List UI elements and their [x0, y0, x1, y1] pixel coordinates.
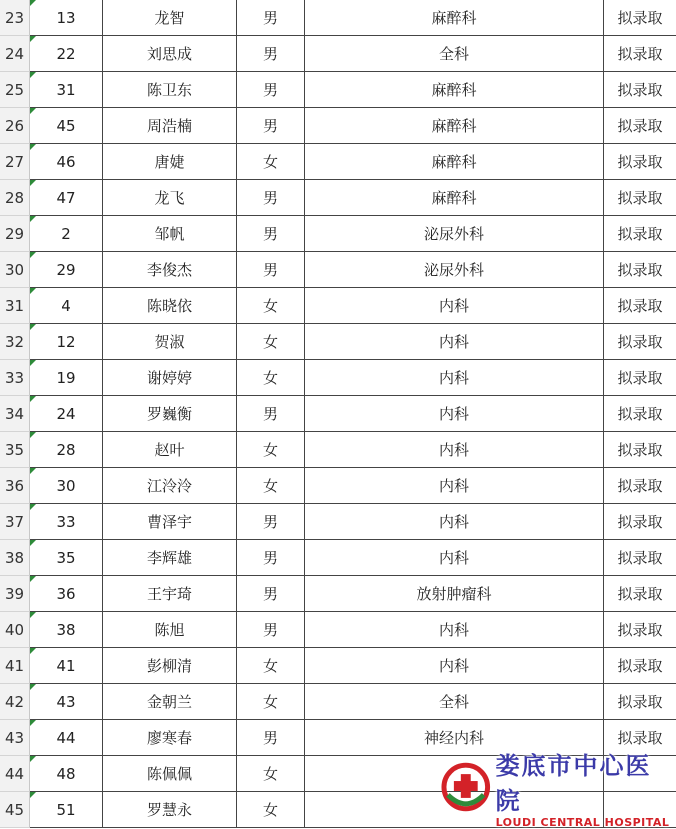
cell-department[interactable]: 泌尿外科: [305, 252, 604, 288]
row-header[interactable]: 32: [0, 324, 30, 360]
cell-name[interactable]: 赵叶: [103, 432, 237, 468]
cell-sex[interactable]: 女: [237, 324, 305, 360]
cell-status[interactable]: 拟录取: [604, 144, 676, 180]
cell-department[interactable]: 全科: [305, 36, 604, 72]
cell-status[interactable]: 拟录取: [604, 576, 676, 612]
row-header[interactable]: 27: [0, 144, 30, 180]
table-row: [0, 144, 676, 180]
row-header[interactable]: 40: [0, 612, 30, 648]
cell-sex[interactable]: 男: [237, 504, 305, 540]
cell-number[interactable]: 41: [30, 648, 103, 684]
watermark-chinese-name: 娄底市中心医院: [495, 750, 652, 815]
cell-status[interactable]: 拟录取: [604, 288, 676, 324]
cell-department[interactable]: 麻醉科: [305, 180, 604, 216]
cell-number[interactable]: 38: [30, 612, 103, 648]
cell-department[interactable]: 麻醉科: [305, 144, 604, 180]
row-header[interactable]: 38: [0, 540, 30, 576]
cell-number[interactable]: 48: [30, 756, 103, 792]
cell-number[interactable]: 46: [30, 144, 103, 180]
cell-department[interactable]: 放射肿瘤科: [305, 576, 604, 612]
cell-department[interactable]: 内科: [305, 612, 604, 648]
table-row: [0, 432, 676, 468]
cell-name[interactable]: 陈旭: [103, 612, 237, 648]
row-header[interactable]: 37: [0, 504, 30, 540]
watermark-english-name: LOUDI CENTRAL HOSPITAL: [495, 815, 670, 829]
cell-sex[interactable]: 男: [237, 216, 305, 252]
cell-number[interactable]: 2: [30, 216, 103, 252]
table-row: [0, 396, 676, 432]
cell-name[interactable]: 龙飞: [103, 180, 237, 216]
cell-name[interactable]: 李辉雄: [103, 540, 237, 576]
row-header[interactable]: 45: [0, 792, 30, 828]
cell-department[interactable]: 麻醉科: [305, 0, 604, 36]
hospital-logo-icon: [440, 761, 492, 813]
row-header[interactable]: 41: [0, 648, 30, 684]
cell-name[interactable]: 陈佩佩: [103, 756, 237, 792]
row-header[interactable]: 35: [0, 432, 30, 468]
row-header[interactable]: 23: [0, 0, 30, 36]
cell-department[interactable]: 内科: [305, 648, 604, 684]
cell-number[interactable]: 35: [30, 540, 103, 576]
cell-sex[interactable]: 男: [237, 0, 305, 36]
table-row: [0, 216, 676, 252]
cell-department[interactable]: 内科: [305, 468, 604, 504]
cell-status[interactable]: 拟录取: [604, 180, 676, 216]
cell-sex[interactable]: 男: [237, 252, 305, 288]
cell-number[interactable]: 24: [30, 396, 103, 432]
cell-department[interactable]: 内科: [305, 396, 604, 432]
table-row: [0, 252, 676, 288]
cell-sex[interactable]: 男: [237, 540, 305, 576]
cell-name[interactable]: 贺淑: [103, 324, 237, 360]
cell-department[interactable]: 内科: [305, 504, 604, 540]
cell-name[interactable]: 金朝兰: [103, 684, 237, 720]
cell-status[interactable]: 拟录取: [604, 432, 676, 468]
table-row: [0, 360, 676, 396]
cell-status[interactable]: 拟录取: [604, 216, 676, 252]
cell-status[interactable]: 拟录取: [604, 0, 676, 36]
cell-sex[interactable]: 女: [237, 144, 305, 180]
row-header[interactable]: 43: [0, 720, 30, 756]
cell-sex[interactable]: 男: [237, 612, 305, 648]
cell-status[interactable]: 拟录取: [604, 612, 676, 648]
cell-number[interactable]: 51: [30, 792, 103, 828]
hospital-watermark: [440, 750, 676, 829]
row-header[interactable]: 29: [0, 216, 30, 252]
row-header[interactable]: 39: [0, 576, 30, 612]
row-header[interactable]: 26: [0, 108, 30, 144]
cell-sex[interactable]: 男: [237, 576, 305, 612]
row-header[interactable]: 31: [0, 288, 30, 324]
cell-department[interactable]: 泌尿外科: [305, 216, 604, 252]
cell-name[interactable]: 邹帆: [103, 216, 237, 252]
cell-number[interactable]: 33: [30, 504, 103, 540]
cell-department[interactable]: 内科: [305, 324, 604, 360]
row-header[interactable]: 24: [0, 36, 30, 72]
table-row: [0, 36, 676, 72]
cell-status[interactable]: 拟录取: [604, 540, 676, 576]
table-row: [0, 72, 676, 108]
cell-department[interactable]: 内科: [305, 540, 604, 576]
cell-status[interactable]: 拟录取: [604, 468, 676, 504]
row-header[interactable]: 28: [0, 180, 30, 216]
cell-number[interactable]: 13: [30, 0, 103, 36]
row-header[interactable]: 44: [0, 756, 30, 792]
cell-name[interactable]: 谢婷婷: [103, 360, 237, 396]
cell-name[interactable]: 罗巍衡: [103, 396, 237, 432]
cell-sex[interactable]: 女: [237, 468, 305, 504]
cell-department[interactable]: 神经内科: [305, 720, 604, 756]
cell-status[interactable]: 拟录取: [604, 360, 676, 396]
table-row: [0, 324, 676, 360]
cell-status[interactable]: 拟录取: [604, 36, 676, 72]
table-row: [0, 468, 676, 504]
cell-number[interactable]: 28: [30, 432, 103, 468]
cell-name[interactable]: 龙智: [103, 0, 237, 36]
cell-name[interactable]: 彭柳清: [103, 648, 237, 684]
cell-number[interactable]: 31: [30, 72, 103, 108]
cell-sex[interactable]: 女: [237, 288, 305, 324]
cell-name[interactable]: 廖寒春: [103, 720, 237, 756]
table-row: [0, 612, 676, 648]
cell-number[interactable]: 45: [30, 108, 103, 144]
row-header[interactable]: 36: [0, 468, 30, 504]
cell-sex[interactable]: 女: [237, 684, 305, 720]
cell-number[interactable]: 47: [30, 180, 103, 216]
cell-name[interactable]: 江泠泠: [103, 468, 237, 504]
table-row: [0, 0, 676, 36]
cell-name[interactable]: 罗慧永: [103, 792, 237, 828]
cell-status[interactable]: 拟录取: [604, 252, 676, 288]
cell-number[interactable]: 36: [30, 576, 103, 612]
cell-department[interactable]: 麻醉科: [305, 108, 604, 144]
cell-name[interactable]: 唐婕: [103, 144, 237, 180]
cell-sex[interactable]: 男: [237, 72, 305, 108]
cell-status[interactable]: 拟录取: [604, 648, 676, 684]
table-row: [0, 108, 676, 144]
cell-name[interactable]: 刘思成: [103, 36, 237, 72]
row-header[interactable]: 33: [0, 360, 30, 396]
table-row: [0, 684, 676, 720]
cell-name[interactable]: 曹泽宇: [103, 504, 237, 540]
cell-number[interactable]: 30: [30, 468, 103, 504]
row-header[interactable]: 34: [0, 396, 30, 432]
cell-department[interactable]: 内科: [305, 288, 604, 324]
row-header[interactable]: 42: [0, 684, 30, 720]
cell-number[interactable]: 44: [30, 720, 103, 756]
table-row: [0, 288, 676, 324]
cell-name[interactable]: 王宇琦: [103, 576, 237, 612]
cell-sex[interactable]: 女: [237, 432, 305, 468]
table-row: [0, 180, 676, 216]
cell-sex[interactable]: 女: [237, 360, 305, 396]
row-header[interactable]: 25: [0, 72, 30, 108]
cell-number[interactable]: 29: [30, 252, 103, 288]
cell-number[interactable]: 12: [30, 324, 103, 360]
cell-number[interactable]: 19: [30, 360, 103, 396]
table-row: [0, 504, 676, 540]
cell-name[interactable]: 陈晓依: [103, 288, 237, 324]
cell-department[interactable]: 麻醉科: [305, 72, 604, 108]
cell-status[interactable]: 拟录取: [604, 72, 676, 108]
cell-sex[interactable]: 男: [237, 36, 305, 72]
cell-status[interactable]: 拟录取: [604, 684, 676, 720]
cell-sex[interactable]: 男: [237, 396, 305, 432]
table-row: [0, 540, 676, 576]
cell-number[interactable]: 43: [30, 684, 103, 720]
cell-number[interactable]: 22: [30, 36, 103, 72]
cell-name[interactable]: 周浩楠: [103, 108, 237, 144]
cell-sex[interactable]: 女: [237, 648, 305, 684]
table-row: [0, 648, 676, 684]
cell-status[interactable]: 拟录取: [604, 396, 676, 432]
table-row: [0, 576, 676, 612]
cell-department[interactable]: 全科: [305, 684, 604, 720]
cell-sex[interactable]: 女: [237, 792, 305, 828]
cell-name[interactable]: 李俊杰: [103, 252, 237, 288]
cell-status[interactable]: 拟录取: [604, 108, 676, 144]
cell-department[interactable]: 内科: [305, 432, 604, 468]
cell-status[interactable]: 拟录取: [604, 720, 676, 756]
cell-name[interactable]: 陈卫东: [103, 72, 237, 108]
cell-sex[interactable]: 女: [237, 756, 305, 792]
cell-status[interactable]: 拟录取: [604, 504, 676, 540]
cell-sex[interactable]: 男: [237, 180, 305, 216]
cell-sex[interactable]: 男: [237, 108, 305, 144]
row-header[interactable]: 30: [0, 252, 30, 288]
cell-sex[interactable]: 男: [237, 720, 305, 756]
cell-number[interactable]: 4: [30, 288, 103, 324]
cell-status[interactable]: 拟录取: [604, 324, 676, 360]
cell-department[interactable]: 内科: [305, 360, 604, 396]
